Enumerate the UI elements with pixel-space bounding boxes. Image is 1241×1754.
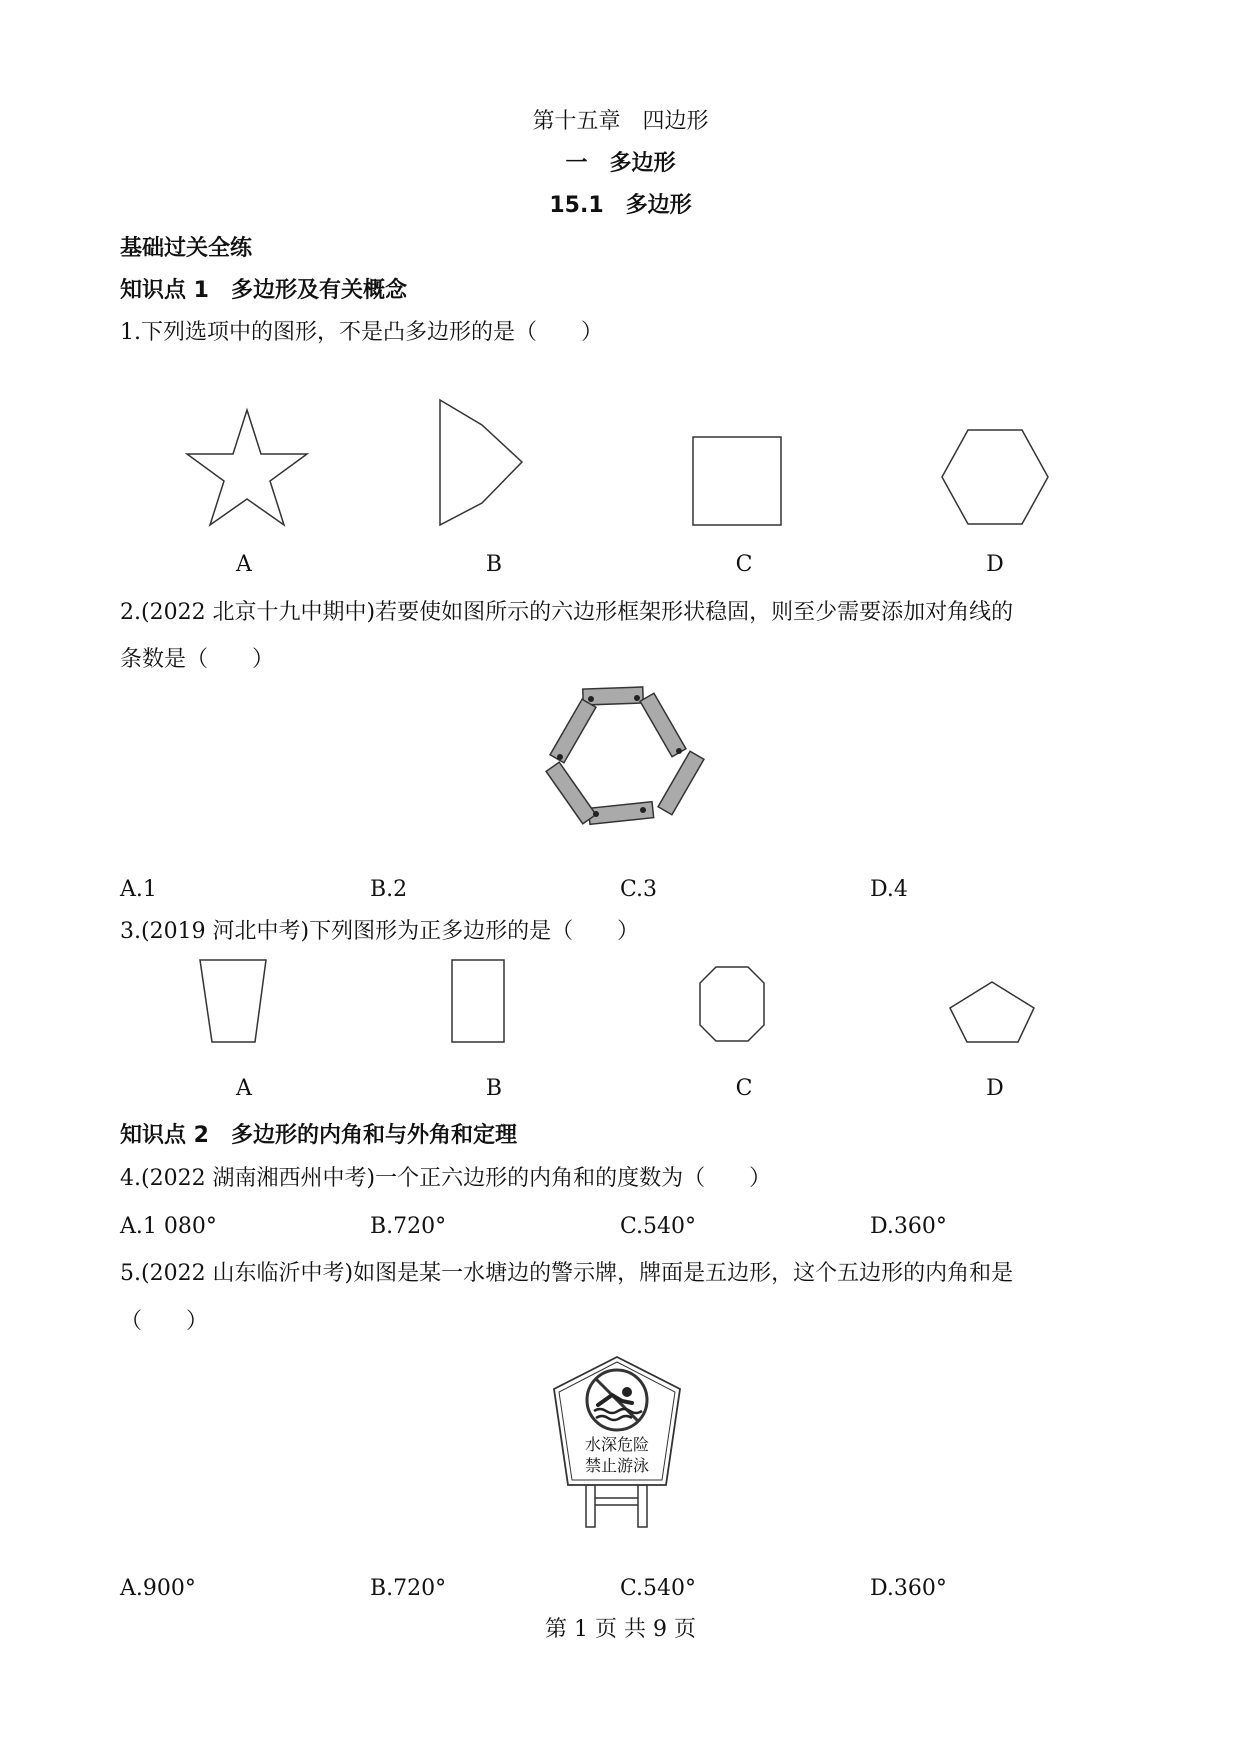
question-5-stem-line2: （ ）	[120, 1309, 209, 1334]
question-2-stem-line2: 条数是（ ）	[120, 647, 275, 672]
q4-option-a: A.1 080°	[120, 1214, 217, 1239]
regular-pentagon-icon	[950, 982, 1036, 1044]
question-4-stem: 4.(2022 湖南湘西州中考)一个正六边形的内角和的度数为（ ）	[120, 1166, 772, 1191]
q2-option-a: A.1	[120, 877, 157, 902]
trapezoid-icon	[200, 960, 270, 1045]
question-3-stem: 3.(2019 河北中考)下列图形为正多边形的是（ ）	[120, 919, 640, 944]
question-1-stem: 1.下列选项中的图形，不是凸多边形的是（ ）	[120, 320, 603, 345]
q3-label-d: D	[986, 1076, 1004, 1101]
q5-option-c: C.540°	[620, 1576, 697, 1601]
warning-sign-icon	[552, 1355, 682, 1530]
pentagon-shape-icon	[440, 400, 530, 530]
chapter-title: 第十五章 四边形	[532, 109, 709, 134]
q5-option-a: A.900°	[120, 1576, 196, 1601]
octagon-icon	[700, 967, 766, 1043]
q2-option-b: B.2	[370, 877, 408, 902]
q1-label-c: C	[735, 552, 753, 577]
q4-option-c: C.540°	[620, 1214, 697, 1239]
hexagon-frame-icon	[545, 685, 695, 835]
practice-heading: 基础过关全练	[120, 236, 253, 261]
square-icon	[693, 437, 783, 527]
q3-label-c: C	[735, 1076, 753, 1101]
q3-label-a: A	[236, 1076, 252, 1101]
q1-label-b: B	[485, 552, 503, 577]
hexagon-icon	[942, 430, 1052, 526]
q1-label-a: A	[236, 552, 252, 577]
question-5-stem-line1: 5.(2022 山东临沂中考)如图是某一水塘边的警示牌，牌面是五边形，这个五边形的内角和是	[120, 1261, 1014, 1286]
q5-option-b: B.720°	[370, 1576, 447, 1601]
sign-text-line2: 禁止游泳	[584, 1456, 649, 1475]
q2-option-d: D.4	[870, 877, 908, 902]
q4-option-b: B.720°	[370, 1214, 447, 1239]
section-title: 一 多边形	[565, 151, 676, 176]
knowledge-point-2: 知识点 2 多边形的内角和与外角和定理	[120, 1123, 517, 1148]
q5-option-d: D.360°	[870, 1576, 947, 1601]
q3-label-b: B	[485, 1076, 503, 1101]
page-footer: 第 1 页 共 9 页	[545, 1617, 696, 1642]
subsection-title: 15.1 多边形	[549, 193, 692, 218]
rectangle-icon	[452, 960, 506, 1045]
q4-option-d: D.360°	[870, 1214, 947, 1239]
question-2-stem-line1: 2.(2022 北京十九中期中)若要使如图所示的六边形框架形状稳固，则至少需要添加对角线的	[120, 600, 1014, 625]
sign-text-line1: 水深危险	[584, 1435, 649, 1454]
q1-label-d: D	[986, 552, 1004, 577]
q2-option-c: C.3	[620, 877, 658, 902]
knowledge-point-1: 知识点 1 多边形及有关概念	[120, 278, 407, 303]
star-icon	[185, 410, 310, 535]
